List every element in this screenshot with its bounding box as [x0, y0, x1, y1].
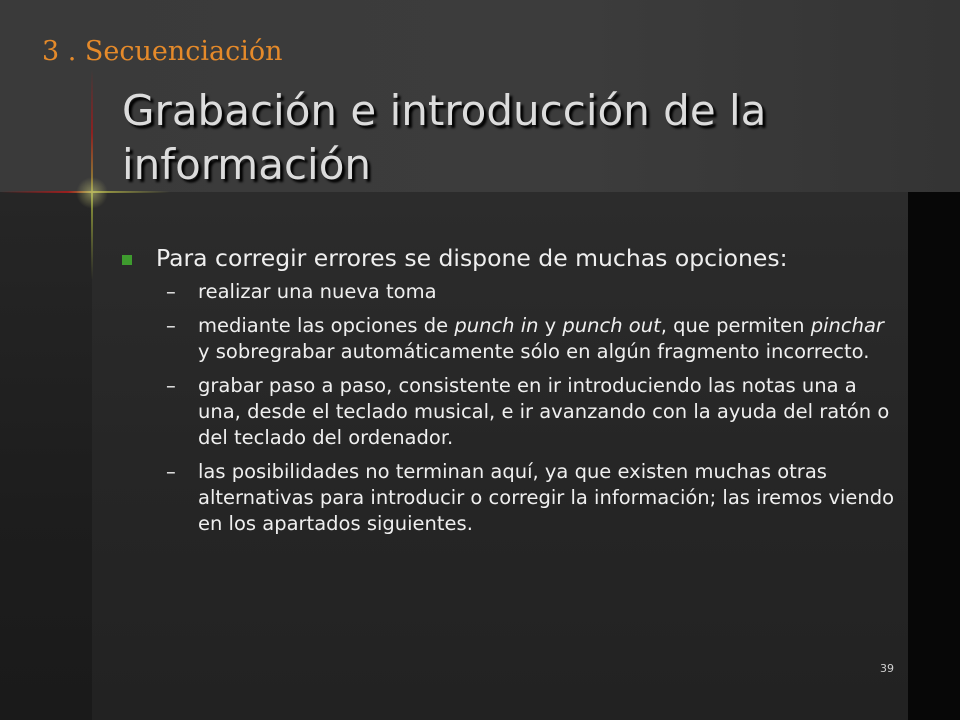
- sub-item: [120, 313, 900, 365]
- sub-item: [120, 279, 900, 305]
- bullet-text: Para corregir errores se dispone de muchas opciones:: [156, 244, 788, 272]
- sub-list: [120, 279, 900, 537]
- section-label: 3 . Secuenciación: [42, 36, 283, 67]
- sub-item-text: las posibilidades no terminan aquí, ya que existen muchas otras alternativas para introducir o corregir la información; las iremos viendo en los apartados siguientes.: [198, 460, 895, 535]
- sub-item-text: mediante las opciones de: [198, 314, 455, 337]
- right-strip: [908, 192, 960, 720]
- sub-item-text: grabar paso a paso, consistente en ir introduciendo las notas una a una, desde el teclado musical, e ir avanzando con la ayuda del ratón o del teclado del ordenador.: [198, 374, 890, 449]
- decorative-glow: [76, 177, 108, 209]
- sub-item: [120, 373, 900, 451]
- dash-marker: –: [166, 314, 176, 337]
- bullet-square-icon: [122, 255, 132, 265]
- sub-item: [120, 459, 900, 537]
- sub-item-text: y: [538, 314, 563, 337]
- sub-item-text: realizar una nueva toma: [198, 280, 437, 303]
- page-number: 39: [880, 662, 894, 675]
- dash-marker: –: [166, 374, 176, 397]
- left-strip: [0, 192, 92, 720]
- dash-marker: –: [166, 280, 176, 303]
- italic-term: punch out: [562, 314, 661, 337]
- slide-title: Grabación e introducción de la información: [122, 86, 767, 189]
- bullet-item: [120, 243, 900, 273]
- italic-term: punch in: [454, 314, 539, 337]
- sub-item-text: y sobregrabar automáticamente sólo en algún fragmento incorrecto.: [198, 340, 870, 363]
- dash-marker: –: [166, 460, 176, 483]
- content-list: [120, 243, 900, 545]
- italic-term: pinchar: [810, 314, 884, 337]
- sub-item-text: , que permiten: [660, 314, 811, 337]
- decorative-vertical-line: [91, 70, 93, 280]
